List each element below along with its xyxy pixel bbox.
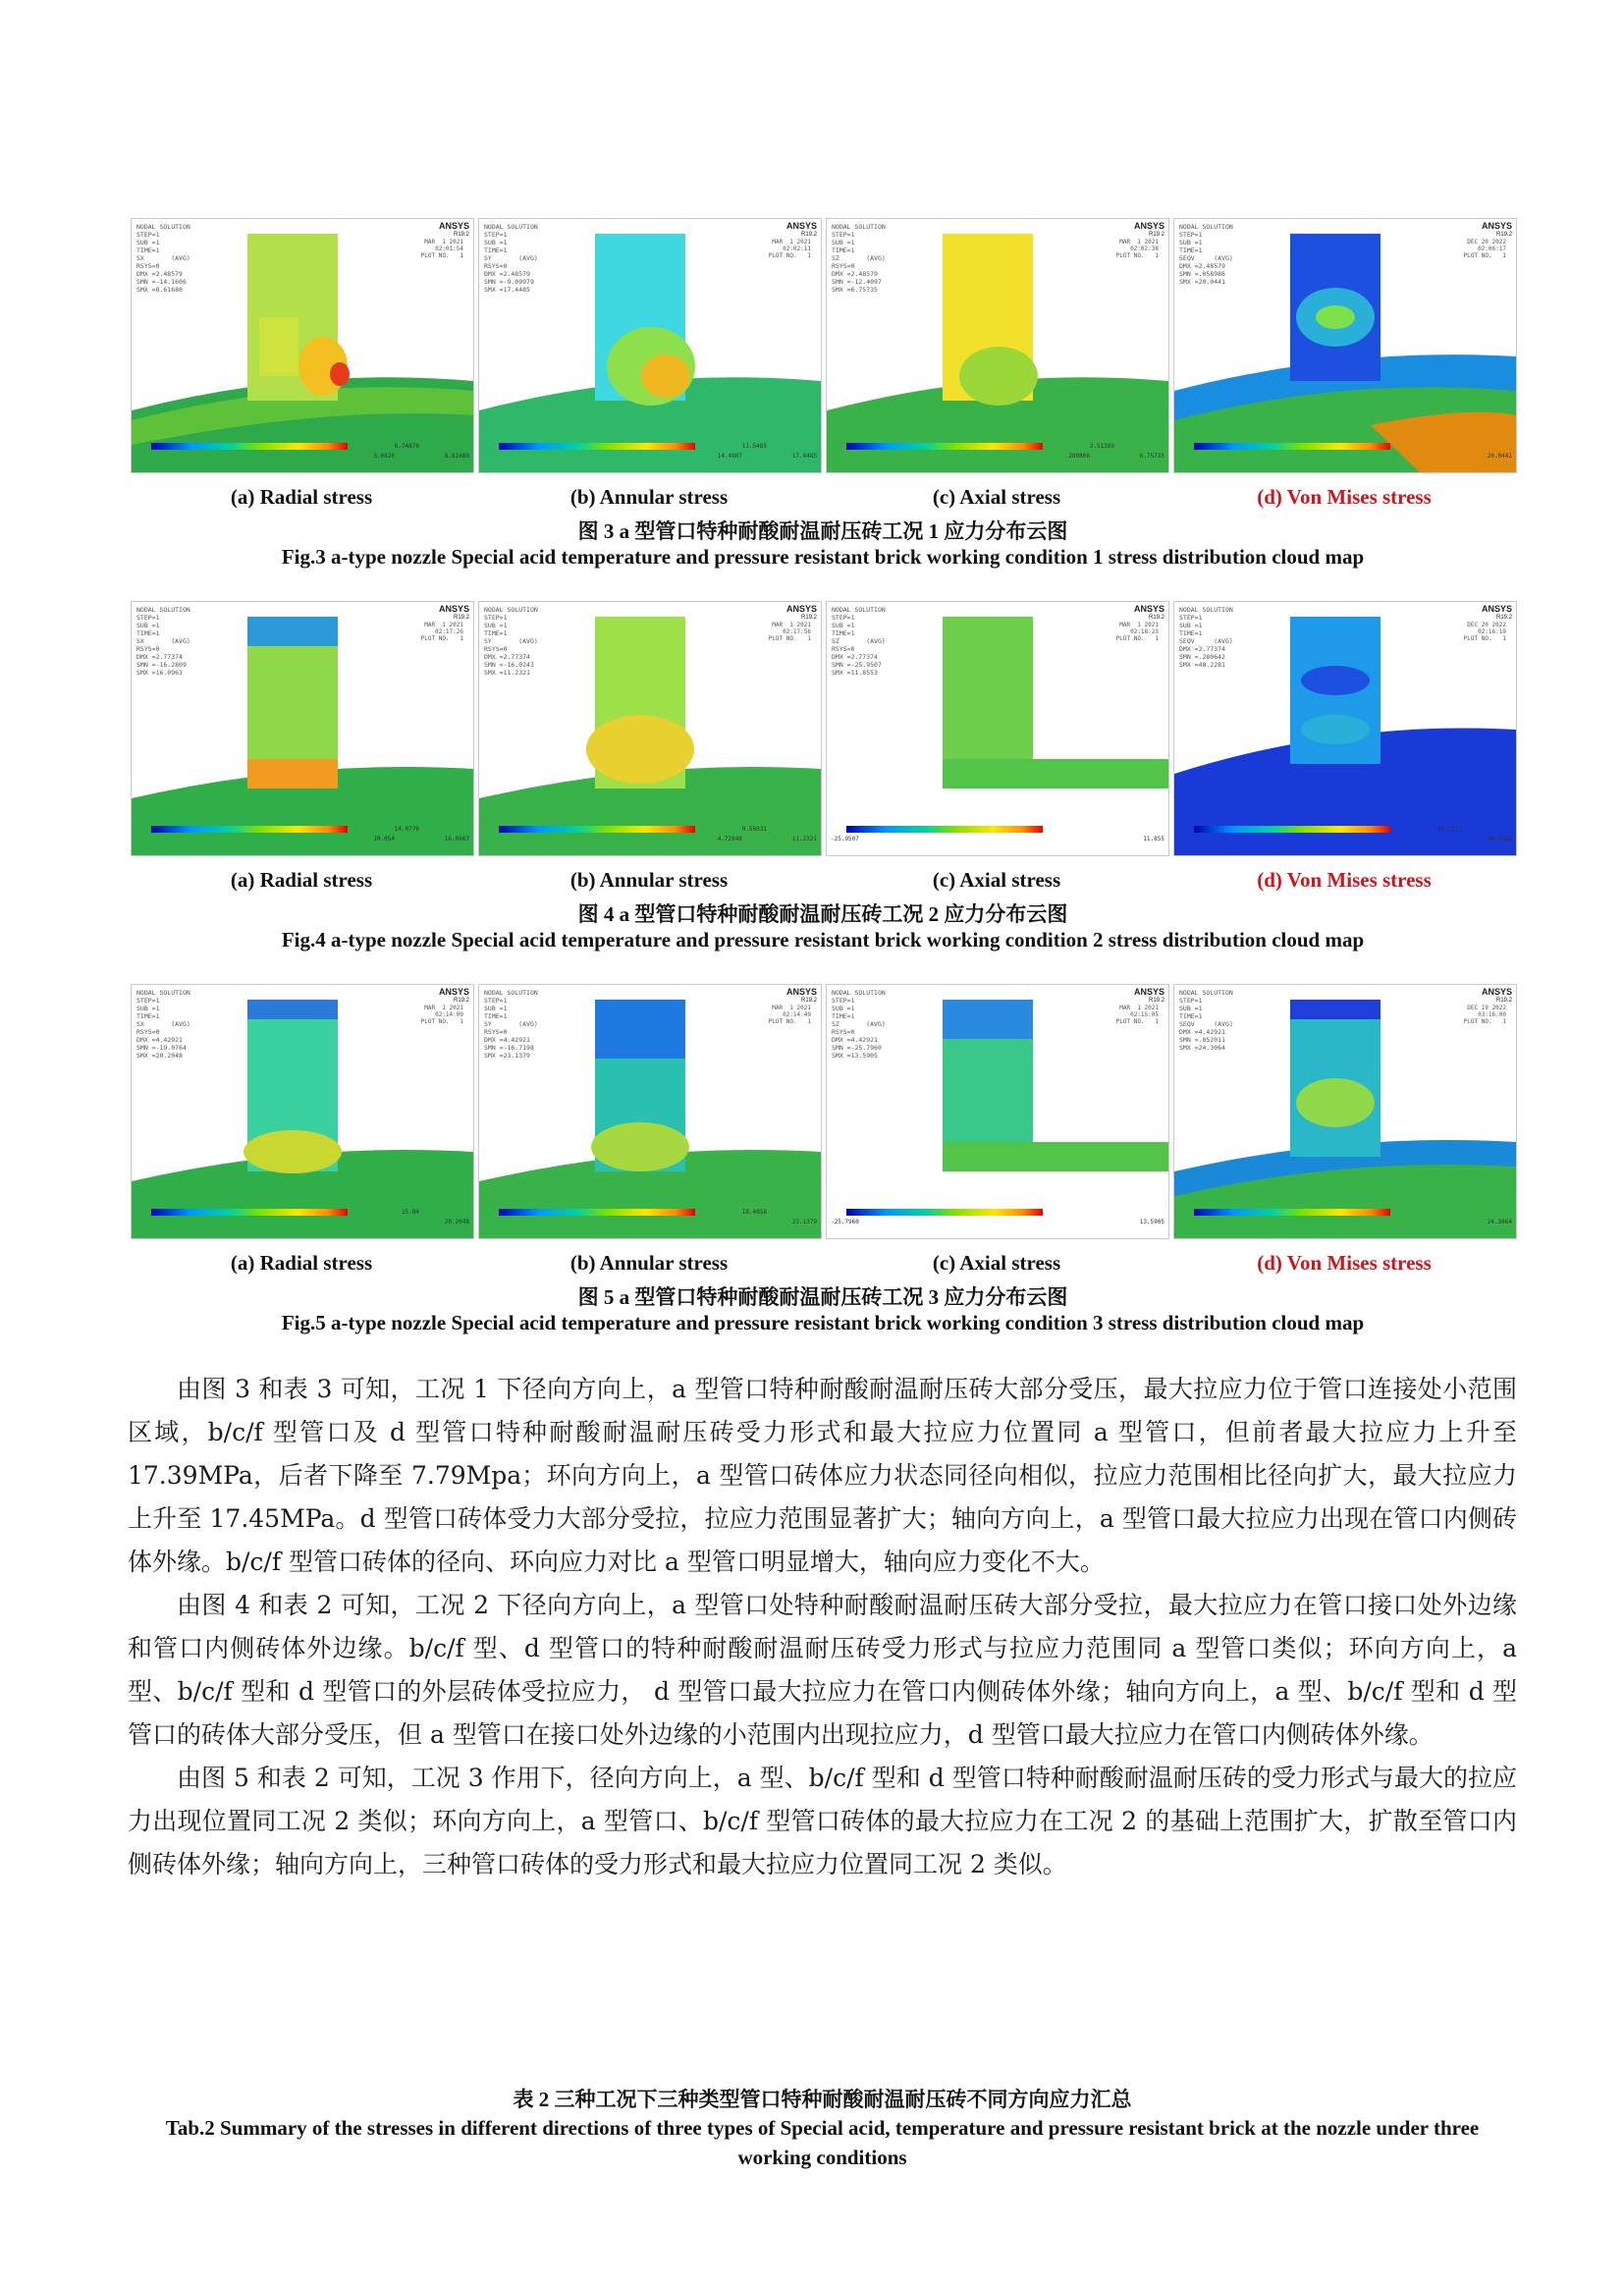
- legend-mid-value: 9.58031: [741, 826, 767, 833]
- legend-low-value: 3.0826: [373, 453, 395, 460]
- plot-meta: MAR 1 2021 02:14:49 PLOT NO. 1: [768, 1005, 811, 1025]
- ansys-header-text: NODAL SOLUTION STEP=1 SUB =1 TIME=1 SY (AVG) RSYS=0 DMX =2.77374 SMN =-16.0243 SMX =11.2321: [484, 606, 538, 677]
- ansys-logo: ANSYS R19.2: [1133, 221, 1164, 238]
- subfigure-caption: (b) Annular stress: [569, 485, 729, 509]
- figure-caption-cn: 图 4 a 型管口特种耐酸耐温耐压砖工况 2 应力分布云图: [577, 902, 1068, 926]
- subfigure-caption: (b) Annular stress: [569, 1251, 729, 1275]
- legend-low-value: 14.4987: [717, 453, 742, 460]
- subfigure-caption: (a) Radial stress: [230, 1251, 373, 1275]
- legend-max-value: 17.4485: [791, 453, 817, 460]
- legend-max-value: 11.855: [1143, 836, 1164, 843]
- ansys-header-text: NODAL SOLUTION STEP=1 SUB =1 TIME=1 SZ (AVG) RSYS=0 DMX =2.48579 SMN =-12.4097 SMX =6.75735: [832, 223, 886, 294]
- ansys-logo: ANSYS R19.2: [1133, 604, 1164, 621]
- paragraph: 由图 3 和表 3 可知，工况 1 下径向方向上，a 型管口特种耐酸耐温耐压砖大部分受压，最大拉应力位于管口连接处小范围区域，b/c/f 型管口及 d 型管口特种耐酸耐温耐压砖受力形式和最大拉应力位置同 a 型管口，但前者最大拉应力上升至 17.39MPa，后者下降至 7.79Mpa；环向方向上，a 型管口砖体应力状态同径向相似，拉应力范围相比径向扩大，最大拉应力上升至 17.45MPa。d 型管口砖体受力大部分受拉，拉应力范围显著扩大；轴向方向上，a 型管口最大拉应力出现在管口内侧砖体外缘。b/c/f 型管口砖体的径向、环向应力对比 a 型管口明显增大，轴向应力变化不大。: [128, 1375, 1517, 1576]
- stress-map-panel: [1173, 601, 1517, 856]
- table-caption-en: Tab.2 Summary of the stresses in different directions of three types of Special acid, temperature and pressure resistant brick at the nozzle under three working conditions: [165, 2116, 1480, 2169]
- legend-mid-value: 6.74876: [394, 443, 419, 450]
- table-caption-cn: 表 2 三种工况下三种类型管口特种耐酸耐温耐压砖不同方向应力汇总: [513, 2088, 1132, 2111]
- legend-mid-value: 14.0776: [394, 826, 419, 833]
- legend-low-value: 4.72848: [717, 836, 742, 843]
- ansys-logo: ANSYS R19.2: [1133, 987, 1164, 1004]
- legend-low-value: 10.054: [373, 836, 395, 843]
- legend-max-value: 16.0963: [444, 836, 469, 843]
- stress-map-panel: [131, 218, 474, 473]
- paragraph: 由图 4 和表 2 可知，工况 2 下径向方向上，a 型管口处特种耐酸耐温耐压砖大部分受拉，最大拉应力在管口接口处外边缘和管口内侧砖体外边缘。b/c/f 型、d 型管口的特种耐酸耐温耐压砖受力形式与拉应力范围同 a 型管口类似；环向方向上，a 型、b/c/f 型和 d 型管口的外层砖体受拉应力， d 型管口最大拉应力在管口内侧砖体外缘；轴向方向上，a 型、b/c/f 型和 d 型管口的砖体大部分受压，但 a 型管口在接口处外边缘的小范围内出现拉应力，d 型管口最大拉应力在管口内侧砖体外缘。: [128, 1591, 1517, 1749]
- stress-map-panel: [478, 984, 822, 1239]
- ansys-logo: ANSYS R19.2: [438, 987, 469, 1004]
- legend-max-value: 20.2048: [444, 1219, 469, 1225]
- plot-meta: MAR 1 2021 02:17:56 PLOT NO. 1: [768, 622, 811, 642]
- ansys-header-text: NODAL SOLUTION STEP=1 SUB =1 TIME=1 SZ (AVG) RSYS=0 DMX =4.42921 SMN =-25.7960 SMX =13.5905: [832, 989, 886, 1060]
- plot-meta: MAR 1 2021 02:02:11 PLOT NO. 1: [768, 239, 811, 259]
- subfigure-caption: (c) Axial stress: [932, 868, 1061, 892]
- stress-map-panel: [826, 218, 1169, 473]
- legend-mid-value: 3.51389: [1089, 443, 1114, 450]
- ansys-header-text: NODAL SOLUTION STEP=1 SUB =1 TIME=1 SEQV (AVG) DMX =2.48579 SMN =.058986 SMX =20.0441: [1179, 223, 1233, 286]
- ansys-logo: ANSYS R19.2: [785, 987, 817, 1004]
- figure-caption-en: Fig.3 a-type nozzle Special acid temperature and pressure resistant brick working condition 1 stress distribution cloud map: [281, 545, 1365, 569]
- ansys-logo: ANSYS R19.2: [1481, 221, 1512, 238]
- subfigure-caption: (c) Axial stress: [932, 1251, 1061, 1275]
- legend-max-value: 13.5905: [1139, 1219, 1164, 1225]
- figure-4: [131, 601, 1515, 952]
- ansys-logo: ANSYS R19.2: [785, 604, 817, 621]
- legend-max-value: 24.3064: [1487, 1219, 1512, 1225]
- legend-max-value: 11.2321: [791, 836, 817, 843]
- ansys-header-text: NODAL SOLUTION STEP=1 SUB =1 TIME=1 SEQV (AVG) DMX =4.42921 SMN =.052011 SMX =24.3064: [1179, 989, 1233, 1052]
- legend-mid-value: 11.5485: [741, 443, 767, 450]
- legend-max-value: 8.61680: [444, 453, 469, 460]
- legend-mid-value: 15.84: [401, 1209, 419, 1216]
- plot-meta: MAR 1 2021 02:15:05 PLOT NO. 1: [1115, 1005, 1159, 1025]
- ansys-header-text: NODAL SOLUTION STEP=1 SUB =1 TIME=1 SX (AVG) RSYS=0 DMX =4.42921 SMN =-19.0764 SMX =20.2048: [136, 989, 190, 1060]
- subfigure-caption: (a) Radial stress: [230, 868, 373, 892]
- legend-mid-value: 42.7322: [1436, 826, 1462, 833]
- legend-max-value: 6.75735: [1139, 453, 1164, 460]
- plot-meta: MAR 1 2021 02:14:09 PLOT NO. 1: [420, 1005, 463, 1025]
- ansys-logo: ANSYS R19.2: [1481, 604, 1512, 621]
- ansys-header-text: NODAL SOLUTION STEP=1 SUB =1 TIME=1 SY (AVG) RSYS=0 DMX =2.48579 SMN =-9.09979 SMX =17.4485: [484, 223, 538, 294]
- subfigure-caption: (c) Axial stress: [932, 485, 1061, 509]
- ansys-logo: ANSYS R19.2: [785, 221, 817, 238]
- ansys-header-text: NODAL SOLUTION STEP=1 SUB =1 TIME=1 SY (AVG) RSYS=0 DMX =4.42921 SMN =-16.7198 SMX =23.1379: [484, 989, 538, 1060]
- figure-3: [131, 218, 1515, 569]
- plot-meta: MAR 1 2021 02:02:38 PLOT NO. 1: [1115, 239, 1159, 259]
- plot-meta: DEC 20 2022 02:06:17 PLOT NO. 1: [1463, 239, 1506, 259]
- legend-max-value: 20.0441: [1487, 453, 1512, 460]
- figure-caption-en: Fig.5 a-type nozzle Special acid temperature and pressure resistant brick working condition 3 stress distribution cloud map: [281, 1311, 1365, 1334]
- legend-max-value: 23.1379: [791, 1219, 817, 1225]
- subfigure-caption: (b) Annular stress: [569, 868, 729, 892]
- plot-meta: MAR 1 2021 02:01:54 PLOT NO. 1: [420, 239, 463, 259]
- ansys-logo: ANSYS R19.2: [1481, 987, 1512, 1004]
- figure-caption-en: Fig.4 a-type nozzle Special acid temperature and pressure resistant brick working condition 2 stress distribution cloud map: [281, 928, 1365, 952]
- ansys-header-text: NODAL SOLUTION STEP=1 SUB =1 TIME=1 SZ (AVG) RSYS=0 DMX =2.77374 SMN =-25.9507 SMX =11.8553: [832, 606, 886, 677]
- body-text: [128, 1368, 1517, 1886]
- legend-low-value: -25.7960: [831, 1219, 859, 1225]
- stress-map-panel: [478, 218, 822, 473]
- stress-map-panel: [478, 601, 822, 856]
- subfigure-caption: (d) Von Mises stress: [1257, 868, 1432, 892]
- legend-max-value: 48.2281: [1487, 836, 1512, 843]
- subfigure-caption: (a) Radial stress: [230, 485, 373, 509]
- paragraph: 由图 5 和表 2 可知，工况 3 作用下，径向方向上，a 型、b/c/f 型和 d 型管口特种耐酸耐温耐压砖的受力形式与最大的拉应力出现位置同工况 2 类似；环向方向上，a 型管口、b/c/f 型管口砖体的最大拉应力在工况 2 的基础上范围扩大，扩散至管口内侧砖体外缘；轴向方向上，三种管口砖体的受力形式和最大拉应力位置同工况 2 类似。: [128, 1764, 1517, 1878]
- subfigure-caption: (d) Von Mises stress: [1257, 485, 1432, 509]
- ansys-logo: ANSYS R19.2: [438, 221, 469, 238]
- figure-caption-cn: 图 5 a 型管口特种耐酸耐温耐压砖工况 3 应力分布云图: [577, 1285, 1068, 1309]
- plot-meta: MAR 1 2021 02:18:23 PLOT NO. 1: [1115, 622, 1159, 642]
- ansys-header-text: NODAL SOLUTION STEP=1 SUB =1 TIME=1 SX (AVG) RSYS=0 DMX =2.48579 SMN =-14.1606 SMX =8.61680: [136, 223, 190, 294]
- subfigure-caption: (d) Von Mises stress: [1257, 1251, 1432, 1275]
- stress-map-panel: [1173, 984, 1517, 1239]
- legend-low-value: .289806: [1064, 453, 1090, 460]
- ansys-logo: ANSYS R19.2: [438, 604, 469, 621]
- stress-map-panel: [826, 984, 1169, 1239]
- stress-map-panel: [131, 601, 474, 856]
- plot-meta: MAR 1 2021 02:17:26 PLOT NO. 1: [420, 622, 463, 642]
- figure-5: [131, 984, 1515, 1334]
- legend-low-value: -25.9507: [831, 836, 859, 843]
- ansys-header-text: NODAL SOLUTION STEP=1 SUB =1 TIME=1 SEQV (AVG) DMX =2.77374 SMN =.280642 SMX =48.2281: [1179, 606, 1233, 669]
- ansys-header-text: NODAL SOLUTION STEP=1 SUB =1 TIME=1 SX (AVG) RSYS=0 DMX =2.77374 SMN =-16.2809 SMX =16.0963: [136, 606, 190, 677]
- plot-meta: DEC 19 2022 03:16:00 PLOT NO. 1: [1463, 1005, 1506, 1025]
- plot-meta: DEC 20 2022 02:16:19 PLOT NO. 1: [1463, 622, 1506, 642]
- figure-caption-cn: 图 3 a 型管口特种耐酸耐温耐压砖工况 1 应力分布云图: [577, 519, 1068, 543]
- legend-mid-value: 18.4858: [741, 1209, 767, 1216]
- stress-map-panel: [131, 984, 474, 1239]
- stress-map-panel: [826, 601, 1169, 856]
- stress-map-panel: [1173, 218, 1517, 473]
